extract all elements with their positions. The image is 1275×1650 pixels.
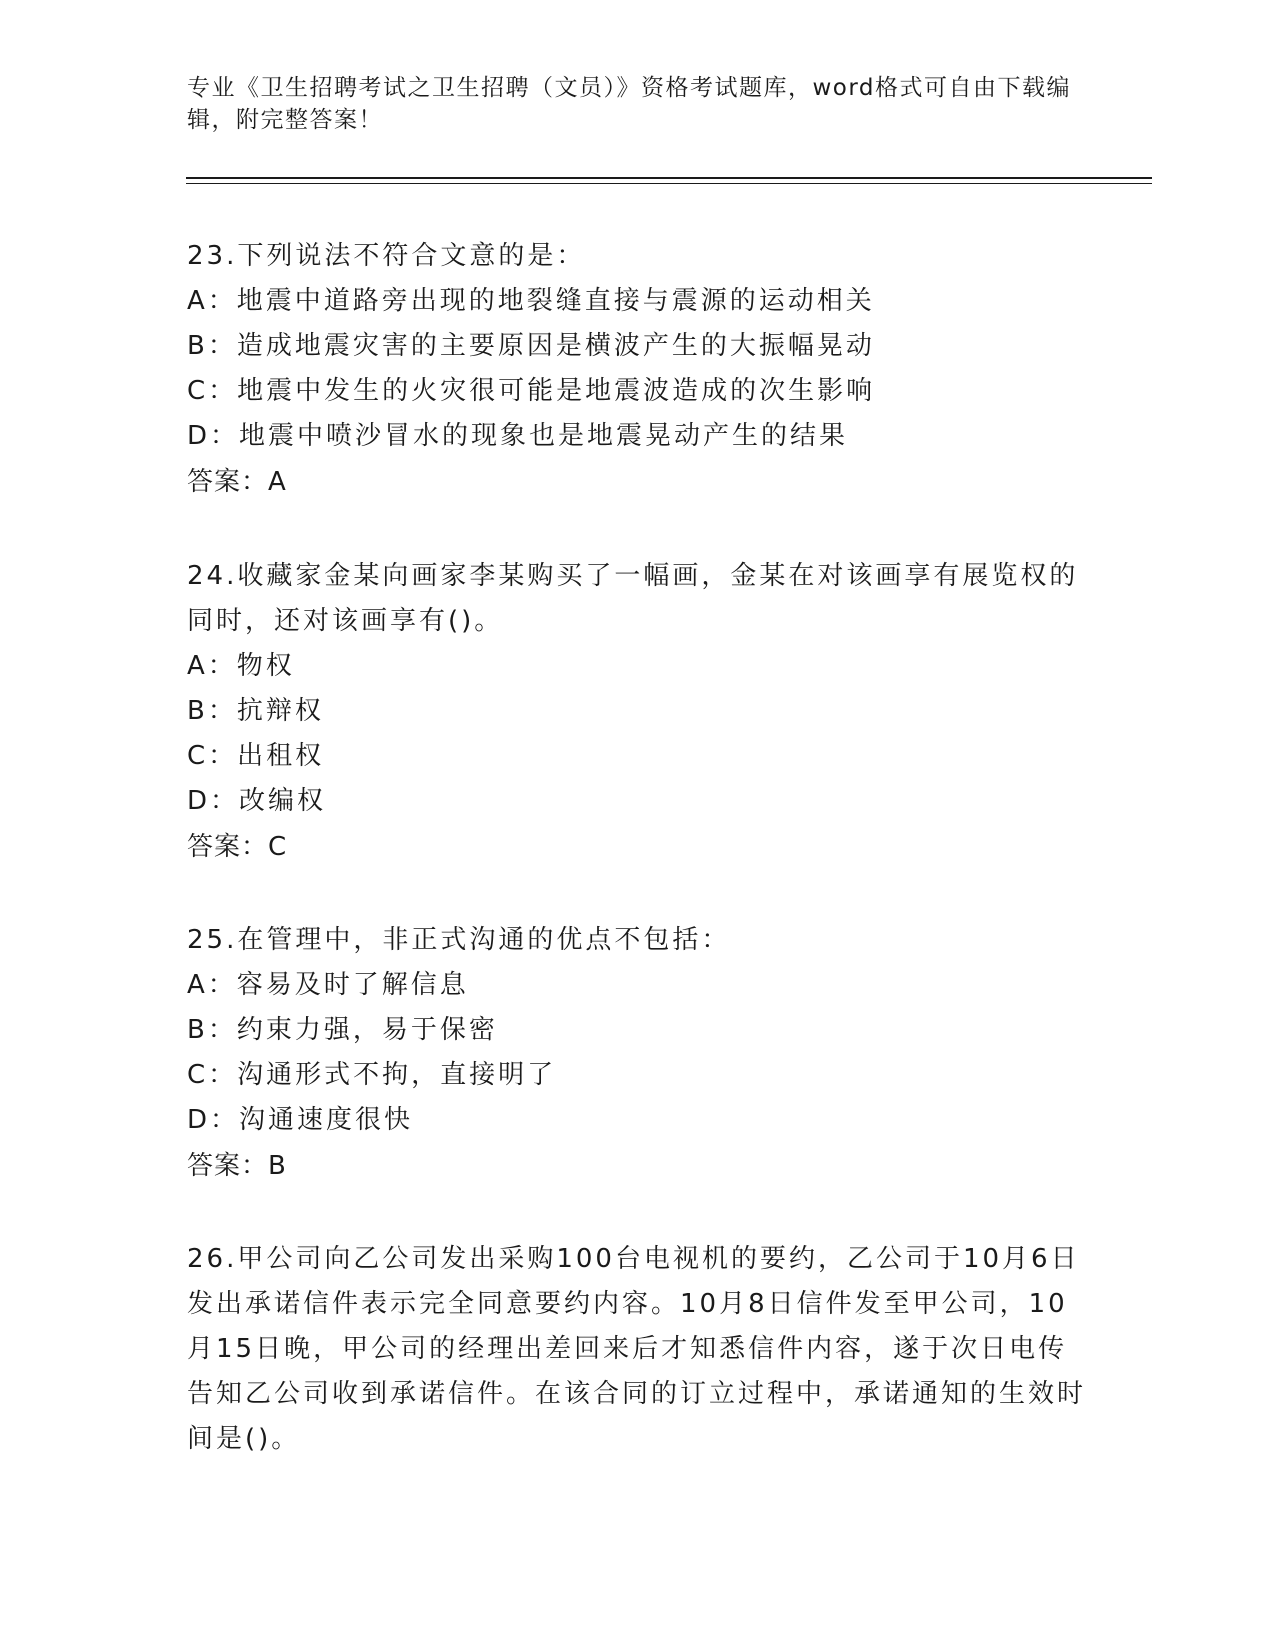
option-d: D：改编权 bbox=[187, 786, 327, 816]
option-d: D：地震中喷沙冒水的现象也是地震晃动产生的结果 bbox=[187, 421, 849, 451]
question-25 bbox=[187, 918, 1087, 1189]
option-d: D：沟通速度很快 bbox=[187, 1105, 414, 1135]
question-stem: 26.甲公司向乙公司发出采购100台电视机的要约，乙公司于10月6日发出承诺信件表示完全同意要约内容。10月8日信件发至甲公司，10月15日晚，甲公司的经理出差回来后才知悉信件内容，遂于次日电传告知乙公司收到承诺信件。在该合同的订立过程中，承诺通知的生效时间是()。 bbox=[187, 1244, 1087, 1454]
question-stem: 23.下列说法不符合文意的是： bbox=[187, 241, 586, 271]
option-c: C：沟通形式不拘，直接明了 bbox=[187, 1060, 557, 1090]
header-divider-thick bbox=[186, 177, 1152, 179]
option-b: B：造成地震灾害的主要原因是横波产生的大振幅晃动 bbox=[187, 331, 875, 361]
question-stem: 25.在管理中，非正式沟通的优点不包括： bbox=[187, 925, 731, 955]
answer: 答案：A bbox=[187, 467, 287, 497]
question-23 bbox=[187, 234, 1087, 505]
answer: 答案：B bbox=[187, 1151, 287, 1181]
option-a: A：容易及时了解信息 bbox=[187, 970, 469, 1000]
option-b: B：约束力强，易于保密 bbox=[187, 1015, 498, 1045]
question-26 bbox=[187, 1237, 1087, 1462]
option-b: B：抗辩权 bbox=[187, 696, 324, 726]
option-c: C：地震中发生的火灾很可能是地震波造成的次生影响 bbox=[187, 376, 876, 406]
option-a: A：物权 bbox=[187, 651, 295, 681]
option-c: C：出租权 bbox=[187, 741, 325, 771]
question-24 bbox=[187, 554, 1087, 870]
answer: 答案：C bbox=[187, 832, 288, 862]
option-a: A：地震中道路旁出现的地裂缝直接与震源的运动相关 bbox=[187, 286, 875, 316]
question-stem: 24.收藏家金某向画家李某购买了一幅画，金某在对该画享有展览权的同时，还对该画享有()。 bbox=[187, 561, 1079, 636]
header-divider-thin bbox=[186, 183, 1152, 184]
document-header: 专业《卫生招聘考试之卫生招聘（文员）》资格考试题库，word格式可自由下载编辑，附完整答案！ bbox=[187, 75, 1072, 133]
